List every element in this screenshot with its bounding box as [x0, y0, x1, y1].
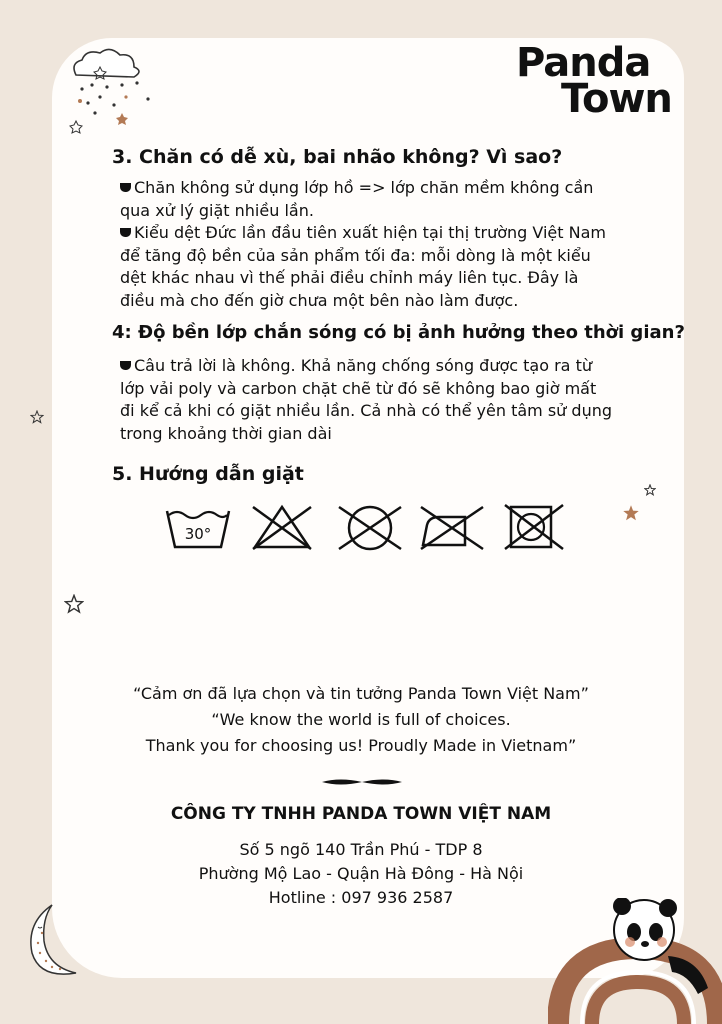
question-4-answer	[120, 355, 620, 445]
no-bleach-icon	[253, 507, 311, 549]
question-3-answer	[120, 177, 620, 312]
no-iron-icon	[421, 507, 483, 549]
divider-ornament	[320, 777, 404, 787]
answer-line: trong khoảng thời gian dài	[120, 423, 332, 443]
quote-line: “Cảm ơn đã lựa chọn và tin tưởng Panda Town Việt Nam”	[133, 684, 589, 703]
company-name: CÔNG TY TNHH PANDA TOWN VIỆT NAM	[170, 804, 552, 824]
answer-line: dệt khác nhau vì thế phải điều chỉnh máy liên tục. Đây là	[120, 268, 579, 287]
no-dry-clean-icon	[505, 505, 563, 549]
answer-line: điều mà cho đến giờ chưa một bên nào làm được.	[120, 290, 519, 310]
answer-line: Chăn không sử dụng lớp hồ => lớp chăn mềm không cần	[134, 178, 594, 197]
moon-icon	[22, 903, 82, 983]
question-4-title: 4: Độ bền lớp chắn sóng có bị ảnh hưởng theo thời gian?	[112, 322, 685, 343]
laundry-icons	[165, 503, 575, 551]
bullet-icon	[120, 361, 131, 370]
bullet-icon	[120, 228, 131, 237]
bullet-icon	[120, 183, 131, 192]
wash-30-icon	[167, 511, 229, 547]
star-icon	[644, 484, 656, 496]
company-info	[60, 804, 662, 910]
question-3-title: 3. Chăn có dễ xù, bai nhão không? Vì sao?	[112, 146, 563, 168]
answer-line: Câu trả lời là không. Khả năng chống sóng được tạo ra từ	[134, 356, 592, 375]
answer-line: Kiểu dệt Đức lần đầu tiên xuất hiện tại thị trường Việt Nam	[134, 223, 606, 242]
answer-line: để tăng độ bền của sản phẩm tối đa: mỗi dòng là một kiểu	[120, 245, 591, 265]
answer-line: đi kể cả khi có giặt nhiều lần. Cả nhà có thể yên tâm sử dụng	[120, 401, 612, 420]
logo-line1: Panda	[516, 40, 651, 86]
answer-line: qua xử lý giặt nhiều lần.	[120, 200, 314, 220]
thank-you-quote	[60, 681, 662, 759]
question-5-title: 5. Hướng dẫn giặt	[112, 463, 304, 485]
panda-rainbow-illustration	[548, 898, 722, 1024]
logo-line2: Town	[561, 76, 672, 122]
no-tumble-dry-icon	[339, 507, 401, 549]
wash-temp-label: 30°	[184, 525, 212, 543]
answer-line: lớp vải poly và carbon chặt chẽ từ đó sẽ không bao giờ mất	[120, 378, 597, 398]
quote-line: “We know the world is full of choices.	[211, 710, 511, 729]
company-address-line1: Số 5 ngõ 140 Trần Phú - TDP 8	[239, 840, 483, 859]
cloud-decoration-icon	[62, 45, 157, 135]
company-address-line2: Phường Mộ Lao - Quận Hà Đông - Hà Nội	[198, 864, 524, 883]
star-icon	[622, 504, 640, 522]
company-hotline: Hotline : 097 936 2587	[268, 888, 454, 907]
star-icon	[30, 410, 44, 424]
quote-line: Thank you for choosing us! Proudly Made in Vietnam”	[145, 736, 577, 755]
star-icon	[64, 594, 84, 614]
panda-town-logo	[516, 40, 672, 122]
